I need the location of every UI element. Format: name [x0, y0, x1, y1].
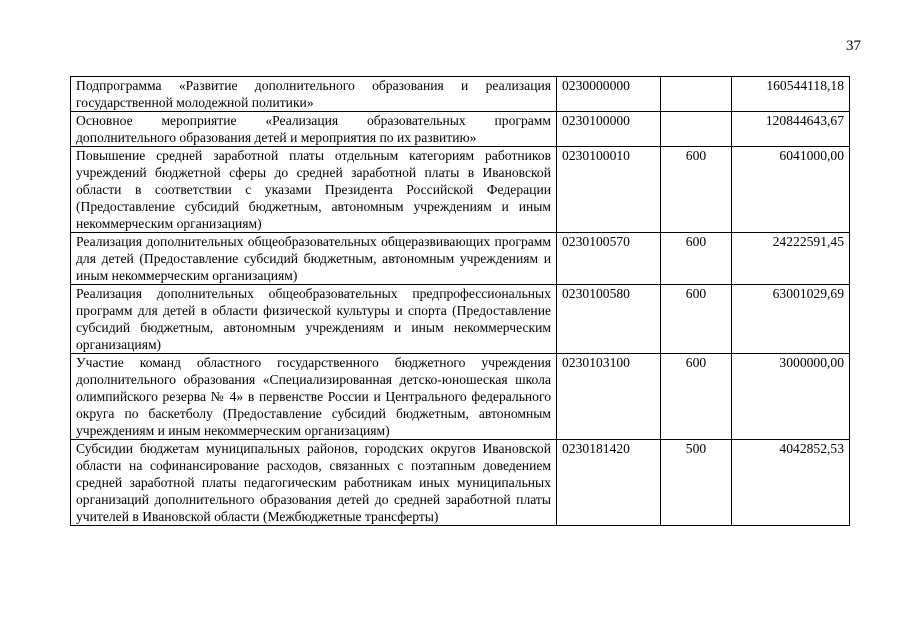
table-row [71, 77, 850, 112]
row-type-cell [661, 77, 732, 112]
row-type-cell: 600 [661, 285, 732, 354]
row-name-cell: Подпрограмма «Развитие дополнительного образования и реализация государственной молодежной политики» [71, 77, 557, 112]
row-type-cell: 600 [661, 147, 732, 233]
row-name-cell: Повышение средней заработной платы отдельным категориям работников учреждений бюджетной сферы до средней заработной платы в Ивановской области в соответствии с указами Президента Российской Федерации (Предоставление субсидий бюджетным, автономным учреждениям и иным некоммерческим организациям) [71, 147, 557, 233]
row-name-cell: Основное мероприятие «Реализация образовательных программ дополнительного образования детей и мероприятия по их развитию» [71, 112, 557, 147]
row-type-cell: 600 [661, 354, 732, 440]
budget-table [70, 76, 850, 526]
table-row [71, 233, 850, 285]
row-type-cell [661, 112, 732, 147]
table-row [71, 354, 850, 440]
row-code-cell: 0230181420 [557, 440, 661, 526]
row-code-cell: 0230100010 [557, 147, 661, 233]
row-code-cell: 0230000000 [557, 77, 661, 112]
row-amount-cell: 120844643,67 [732, 112, 850, 147]
row-amount-cell: 4042852,53 [732, 440, 850, 526]
row-amount-cell: 6041000,00 [732, 147, 850, 233]
table-row [71, 112, 850, 147]
table-row [71, 147, 850, 233]
row-code-cell: 0230100580 [557, 285, 661, 354]
row-name-cell: Реализация дополнительных общеобразовательных предпрофессиональных программ для детей в области физической культуры и спорта (Предоставление субсидий бюджетным, автономным учреждениям и иным некоммерческим организациям) [71, 285, 557, 354]
row-name-cell: Субсидии бюджетам муниципальных районов, городских округов Ивановской области на софинансирование расходов, связанных с поэтапным доведением средней заработной платы педагогическим работникам иных муниципальных организаций дополнительного образования детей до средней заработной платы учителей в Ивановской области (Межбюджетные трансферты) [71, 440, 557, 526]
row-type-cell: 600 [661, 233, 732, 285]
row-amount-cell: 63001029,69 [732, 285, 850, 354]
row-name-cell: Участие команд областного государственного бюджетного учреждения дополнительного образования «Специализированная детско-юношеская школа олимпийского резерва № 4» в первенстве России и Центрального федерального округа по баскетболу (Предоставление субсидий бюджетным, автономным учреждениям и иным некоммерческим организациям) [71, 354, 557, 440]
row-code-cell: 0230100570 [557, 233, 661, 285]
row-type-cell: 500 [661, 440, 732, 526]
page-number: 37 [846, 38, 861, 54]
row-amount-cell: 160544118,18 [732, 77, 850, 112]
table-row [71, 285, 850, 354]
row-name-cell: Реализация дополнительных общеобразовательных общеразвивающих программ для детей (Предоставление субсидий бюджетным, автономным учреждениям и иным некоммерческим организациям) [71, 233, 557, 285]
row-amount-cell: 3000000,00 [732, 354, 850, 440]
table-row [71, 440, 850, 526]
row-code-cell: 0230103100 [557, 354, 661, 440]
row-code-cell: 0230100000 [557, 112, 661, 147]
row-amount-cell: 24222591,45 [732, 233, 850, 285]
